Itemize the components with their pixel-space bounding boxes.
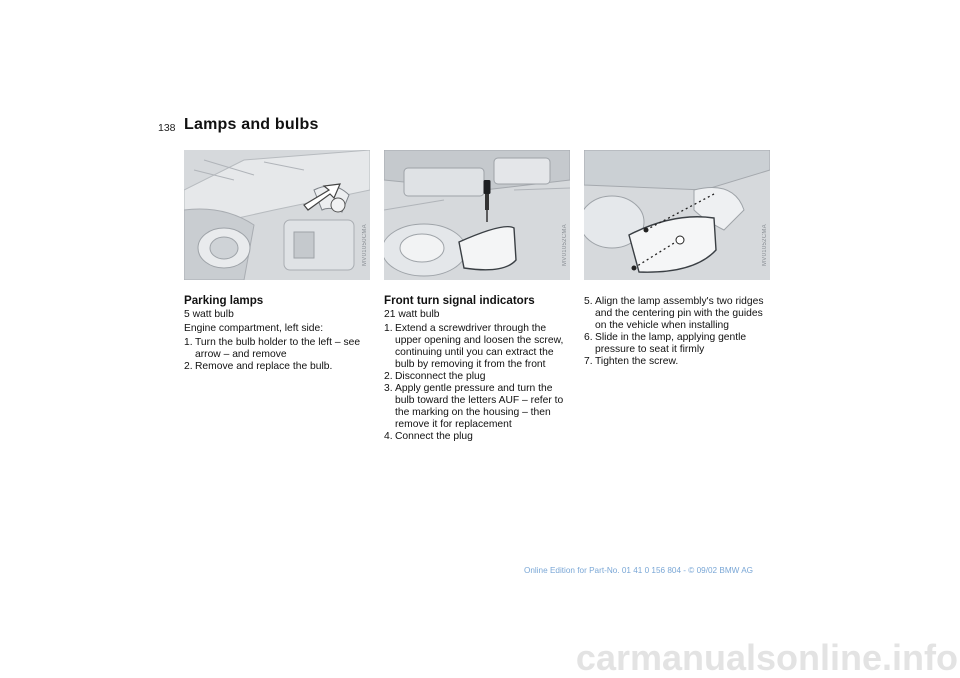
step-text: Align the lamp assembly's two ridges and the centering pin with the guides on the vehicle when installing <box>595 296 764 331</box>
figure-parking-lamp <box>184 150 370 280</box>
step-item <box>384 371 574 383</box>
engine-bulb-holder-illustration <box>184 150 370 280</box>
step-list <box>384 323 574 443</box>
step-item <box>384 323 574 371</box>
step-text: Apply gentle pressure and turn the bulb toward the letters AUF – refer to the marking on the housing – then remove it for replacement <box>395 383 564 430</box>
step-number: 2. <box>384 371 393 382</box>
step-number: 7. <box>584 356 593 367</box>
step-item <box>584 296 774 332</box>
step-number: 2. <box>184 361 193 372</box>
figure-code: MV01050CMA <box>362 224 368 267</box>
step-list <box>584 296 774 368</box>
figure-code: MV01052CMA <box>562 224 568 267</box>
step-number: 1. <box>384 323 393 334</box>
section-heading: Front turn signal indicators <box>384 294 535 307</box>
location-note: Engine compartment, left side: <box>184 323 324 334</box>
bulb-spec: 21 watt bulb <box>384 309 440 320</box>
figure-turn-signal-install <box>584 150 770 280</box>
turn-signal-installation-illustration <box>584 150 770 280</box>
step-number: 6. <box>584 332 593 343</box>
installation-section <box>584 296 774 368</box>
step-text: Remove and replace the bulb. <box>195 361 333 372</box>
step-item <box>384 383 574 431</box>
figure-turn-signal-removal <box>384 150 570 280</box>
step-text: Disconnect the plug <box>395 371 486 382</box>
step-number: 1. <box>184 337 193 348</box>
figure-code: MV01052CMA <box>762 224 768 267</box>
step-item <box>184 337 374 361</box>
step-item <box>384 431 574 443</box>
parking-lamps-section <box>184 294 374 373</box>
step-item <box>584 332 774 356</box>
step-text: Extend a screwdriver through the upper opening and loosen the screw, continuing until you can extract the bulb by removing it from the front <box>395 323 564 370</box>
footer-edition-note: Online Edition for Part-No. 01 41 0 156 804 - © 09/02 BMW AG <box>524 566 754 575</box>
watermark <box>0 639 960 678</box>
turn-signal-section <box>384 294 574 443</box>
step-item <box>584 356 774 368</box>
page-title: Lamps and bulbs <box>184 116 319 133</box>
step-number: 5. <box>584 296 593 307</box>
page-number: 138 <box>158 122 176 134</box>
step-list <box>184 337 374 373</box>
bulb-spec: 5 watt bulb <box>184 309 234 320</box>
step-text: Turn the bulb holder to the left – see arrow – and remove <box>195 337 361 360</box>
step-item <box>184 361 374 373</box>
step-text: Tighten the screw. <box>595 356 679 367</box>
section-heading: Parking lamps <box>184 294 264 307</box>
step-text: Connect the plug <box>395 431 473 442</box>
step-text: Slide in the lamp, applying gentle pressure to seat it firmly <box>595 332 747 355</box>
step-number: 3. <box>384 383 393 394</box>
step-number: 4. <box>384 431 393 442</box>
watermark-text: carmanualsonline.info <box>575 639 958 678</box>
screwdriver-turn-signal-illustration <box>384 150 570 280</box>
